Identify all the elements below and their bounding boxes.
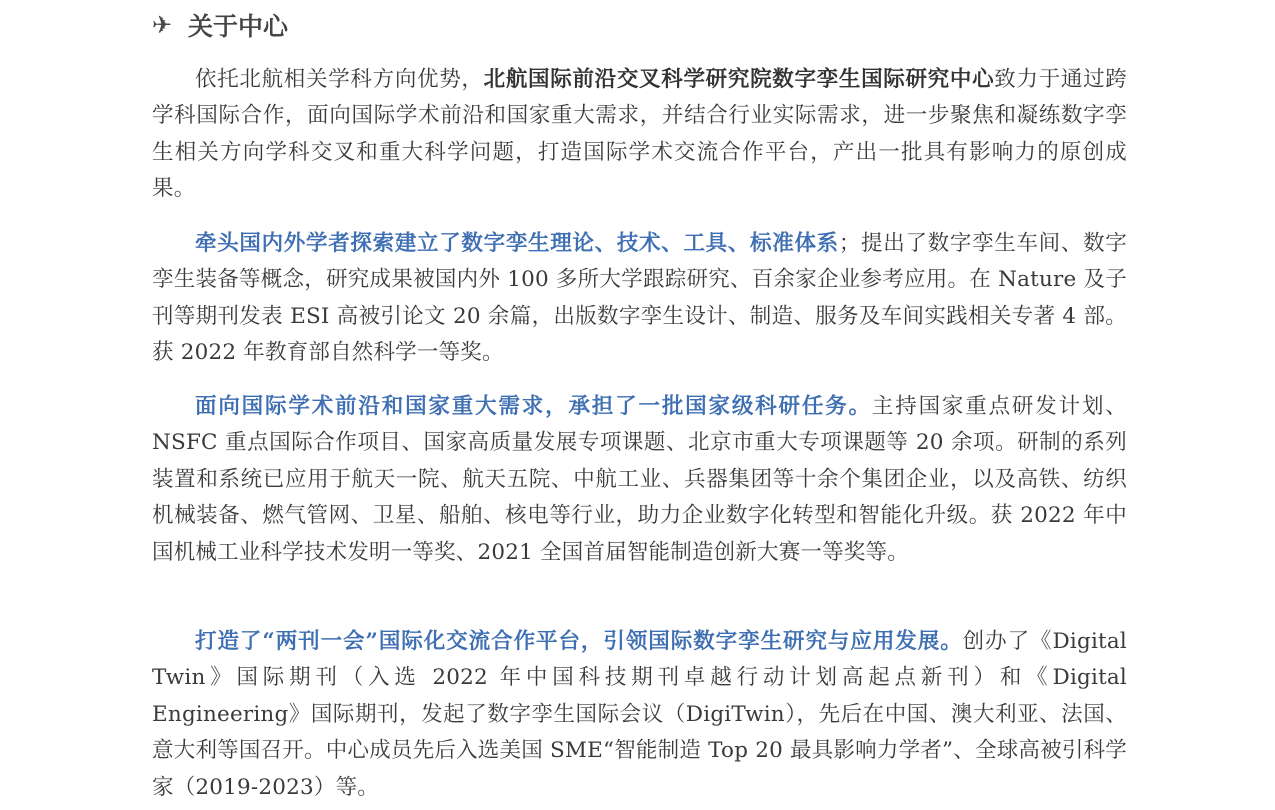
research-tasks-paragraph [152,389,1127,571]
section-title: 关于中心 [188,12,289,41]
theory-paragraph [152,226,1127,372]
center-name: 北航国际前沿交叉科学研究院数字孪生国际研究中心 [483,67,995,92]
platform-rest: 创办了《Digital Twin》国际期刊（入选 2022 年中国科技期刊卓越行动计划高起点新刊）和《Digital Engineering》国际期刊，发起了数字孪生国际会议（DigiTwin），先后在中国、澳大利亚、法国、意大利等国召开。中心成员先后入选美国 SME“智能制造 Top 20 最具影响力学者”、全球高被引科学家（2019-2023）等。 [152,629,1127,800]
about-section [152,0,1128,800]
platform-paragraph [152,624,1127,806]
platform-highlight: 打造了“两刊一会”国际化交流合作平台，引领国际数字孪生研究与应用发展。 [195,629,963,654]
theory-rest: ；提出了数字孪生车间、数字孪生装备等概念，研究成果被国内外 100 多所大学跟踪研究、百余家企业参考应用。在 Nature 及子刊等期刊发表 ESI 高被引论文 20 余篇，出版数字孪生设计、制造、服务及车间实践相关专著 4 部。获 2022 年教育部自然科学一等奖。 [152,231,1127,366]
theory-highlight: 牵头国内外学者探索建立了数字孪生理论、技术、工具、标准体系 [195,231,839,256]
research-tasks-highlight: 面向国际学术前沿和国家重大需求，承担了一批国家级科研任务。 [195,394,872,419]
section-heading [152,0,1127,50]
research-tasks-rest: 主持国家重点研发计划、NSFC 重点国际合作项目、国家高质量发展专项课题、北京市重大专项课题等 20 余项。研制的系列装置和系统已应用于航天一院、航天五院、中航工业、兵器集团等十余个集团企业，以及高铁、纺织机械装备、燃气管网、卫星、船舶、核电等行业，助力企业数字化转型和智能化升级。获 2022 年中国机械工业科学技术发明一等奖、2021 全国首届智能制造创新大赛一等奖等。 [152,394,1127,565]
intro-rest: 致力于通过跨学科国际合作，面向国际学术前沿和国家重大需求，并结合行业实际需求，进一步聚焦和凝练数字孪生相关方向学科交叉和重大科学问题，打造国际学术交流合作平台，产出一批具有影响力的原创成果。 [152,67,1128,202]
airplane-icon: ✈ [152,11,173,39]
intro-paragraph [152,62,1127,208]
intro-lead: 依托北航相关学科方向优势， [195,67,484,92]
